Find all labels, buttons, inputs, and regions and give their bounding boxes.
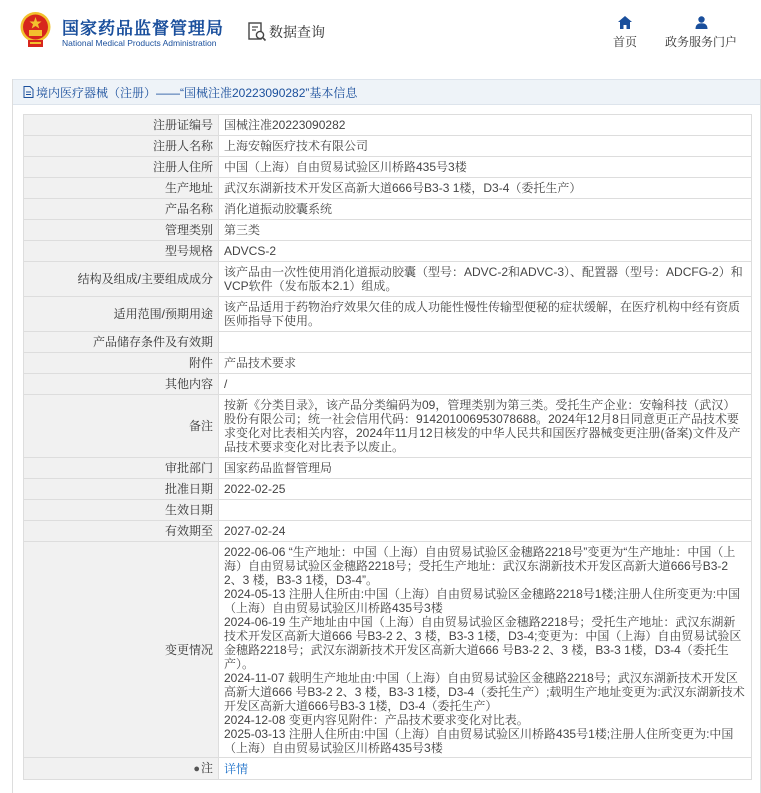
- row-label: 注册人住所: [24, 157, 219, 178]
- table-row: [24, 241, 752, 262]
- row-value: 该产品适用于药物治疗效果欠佳的成人功能性慢性传输型便秘的症状缓解，在医疗机构中经有资质医师指导下使用。: [219, 297, 752, 332]
- row-value: 第三类: [219, 220, 752, 241]
- table-row: [24, 115, 752, 136]
- row-label: 适用范围/预期用途: [24, 297, 219, 332]
- row-value: 2022-02-25: [219, 479, 752, 500]
- row-value: 按新《分类目录》，该产品分类编码为09，管理类别为第三类。受托生产企业：安翰科技（武汉）股份有限公司；统一社会信用代码：914201006953078688。2024年12月8日同意更正产品技术要求变化对比表相关内容，2024年11月12日核发的中华人民共和国医疗器械变更注册(备案)文件及产品技术要求变化对比表予以废止。: [219, 395, 752, 458]
- change-entry: 2022-06-06 “生产地址：中国（上海）自由贸易试验区金穗路2218号”变更为“生产地址：中国（上海）自由贸易试验区金穗路2218号；受托生产地址：武汉东湖新技术开发区高新大道666号B3-2 2、3 楼，B3-3 1楼，D3-4”。: [224, 544, 736, 587]
- note-label: 注: [200, 761, 213, 775]
- pin-icon: ●: [193, 763, 200, 775]
- row-label: 备注: [24, 395, 219, 458]
- data-query-link[interactable]: [247, 21, 325, 43]
- nav-home-label: 首页: [612, 35, 637, 49]
- row-value: 消化道振动胶囊系统: [219, 199, 752, 220]
- table-row: [24, 178, 752, 199]
- row-label: 管理类别: [24, 220, 219, 241]
- row-value: [219, 332, 752, 353]
- row-value: 产品技术要求: [219, 353, 752, 374]
- home-icon: [618, 16, 632, 29]
- note-value-cell: [219, 758, 752, 780]
- table-row: [24, 136, 752, 157]
- change-entry: 2024-12-08 变更内容见附件：产品技术要求变化对比表。: [224, 712, 529, 727]
- table-row: [24, 374, 752, 395]
- detail-panel: [12, 79, 761, 793]
- nav-service-portal[interactable]: [660, 16, 742, 50]
- site-title[interactable]: 国家药品监督管理局: [62, 19, 224, 38]
- row-value: 中国（上海）自由贸易试验区川桥路435号3楼: [219, 157, 752, 178]
- table-row: [24, 458, 752, 479]
- row-value: 上海安翰医疗技术有限公司: [219, 136, 752, 157]
- row-label: 生产地址: [24, 178, 219, 199]
- change-entry: 2024-06-19 生产地址由中国（上海）自由贸易试验区金穗路2218号；受托生产地址：武汉东湖新技术开发区高新大道666 号B3-2 2、3 楼，B3-3 1楼，D3-4;变更为：中国（上海）自由贸易试验区金穗路2218号；武汉东湖新技术开发区高新大道666 号B3-2 2、3 楼，B3-3 1楼，D3-4（委托生产）。: [224, 614, 742, 671]
- breadcrumb: [13, 79, 760, 105]
- row-value: 武汉东湖新技术开发区高新大道666号B3-3 1楼，D3-4（委托生产）: [219, 178, 752, 199]
- details-link[interactable]: 详情: [224, 761, 249, 776]
- change-entry: 2024-05-13 注册人住所由:中国（上海）自由贸易试验区金穗路2218号1楼;注册人住所变更为:中国（上海）自由贸易试验区川桥路435号3楼: [224, 586, 741, 615]
- change-history: [219, 542, 752, 758]
- table-row: [24, 332, 752, 353]
- table-row: [24, 199, 752, 220]
- table-row: [24, 758, 752, 780]
- row-value: 2027-02-24: [219, 521, 752, 542]
- row-label: 注册证编号: [24, 115, 219, 136]
- national-emblem-icon: [19, 11, 52, 49]
- table-row: [24, 157, 752, 178]
- note-label-cell: [24, 758, 219, 780]
- table-row: [24, 521, 752, 542]
- document-icon: [23, 86, 34, 98]
- table-row: [24, 262, 752, 297]
- user-icon: [695, 16, 708, 29]
- nav-service-portal-label: 政务服务门户: [664, 35, 737, 49]
- row-value: 国家药品监督管理局: [219, 458, 752, 479]
- row-label: 注册人名称: [24, 136, 219, 157]
- change-entry: 2024-11-07 载明生产地址由:中国（上海）自由贸易试验区金穗路2218号；武汉东湖新技术开发区高新大道666 号B3-2 2、3 楼，B3-3 1楼，D3-4（委托生产）;载明生产地址变更为:武汉东湖新技术开发区高新大道666号B3-3 1楼，D3-4（委托生产）: [224, 670, 745, 713]
- nav-home[interactable]: [606, 16, 644, 50]
- table-row: [24, 542, 752, 758]
- breadcrumb-text: 境内医疗器械（注册）——“国械注准20223090282”基本信息: [36, 85, 358, 100]
- row-label: 有效期至: [24, 521, 219, 542]
- row-label: 附件: [24, 353, 219, 374]
- row-label: 其他内容: [24, 374, 219, 395]
- row-label: 批准日期: [24, 479, 219, 500]
- row-label: 审批部门: [24, 458, 219, 479]
- table-row: [24, 220, 752, 241]
- table-row: [24, 395, 752, 458]
- row-value: /: [219, 374, 752, 395]
- data-query-label: 数据查询: [269, 24, 325, 40]
- row-value: 该产品由一次性使用消化道振动胶囊（型号：ADVC-2和ADVC-3）、配置器（型号：ADCFG-2）和VCP软件（发布版本2.1）组成。: [219, 262, 752, 297]
- table-row: [24, 479, 752, 500]
- document-search-icon: [247, 21, 267, 43]
- row-value: 国械注准20223090282: [219, 115, 752, 136]
- site-subtitle: National Medical Products Administration: [62, 38, 217, 48]
- row-label: 产品名称: [24, 199, 219, 220]
- table-row: [24, 500, 752, 521]
- row-value: ADVCS-2: [219, 241, 752, 262]
- table-row: [24, 297, 752, 332]
- row-label: 型号规格: [24, 241, 219, 262]
- change-entry: 2025-03-13 注册人住所由:中国（上海）自由贸易试验区川桥路435号1楼;注册人住所变更为:中国（上海）自由贸易试验区川桥路435号3楼: [224, 726, 734, 755]
- row-value: [219, 500, 752, 521]
- row-label: 结构及组成/主要组成成分: [24, 262, 219, 297]
- registration-info-table: [23, 114, 752, 780]
- row-label: 生效日期: [24, 500, 219, 521]
- row-label: 变更情况: [24, 542, 219, 758]
- table-row: [24, 353, 752, 374]
- site-header: [0, 0, 761, 66]
- row-label: 产品储存条件及有效期: [24, 332, 219, 353]
